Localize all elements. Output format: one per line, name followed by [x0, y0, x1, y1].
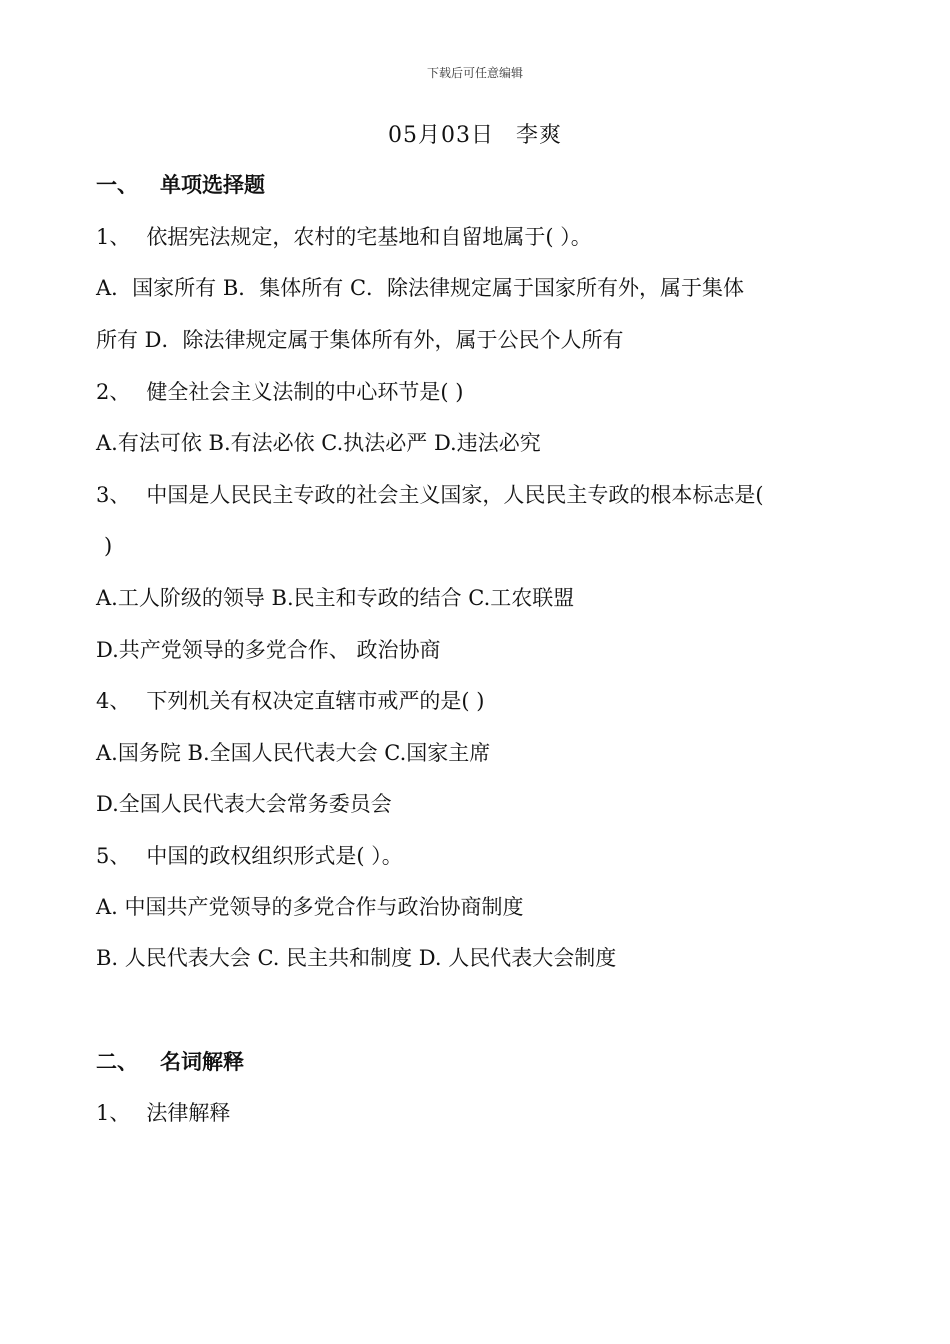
section-heading-choice: [96, 170, 265, 200]
question-1: [96, 222, 592, 252]
document-title: [0, 118, 950, 149]
question-text: 下列机关有权决定直辖市戒严的是( ): [146, 689, 485, 713]
question-text: 中国是人民民主专政的社会主义国家，人民民主专政的根本标志是(: [146, 483, 764, 507]
section-heading-terms: [96, 1047, 244, 1077]
question-2: [96, 377, 463, 407]
question-number: 3、: [96, 483, 131, 507]
title-date: 05月03日: [387, 123, 494, 148]
question-number: 1、: [96, 225, 131, 249]
question-1-options-line-1: A．国家所有 B．集体所有 C．除法律规定属于国家所有外，属于集体: [96, 276, 745, 300]
term-1: [96, 1098, 230, 1128]
question-text: 依据宪法规定，农村的宅基地和自留地属于( ）。: [146, 225, 592, 249]
section-number: 二、: [96, 1049, 138, 1074]
question-number: 2、: [96, 380, 131, 404]
section-label: 名词解释: [160, 1049, 244, 1074]
question-3-options-line-2: D.共产党领导的多党合作、 政治协商: [96, 638, 441, 662]
section-number: 一、: [96, 172, 138, 197]
question-3-options-line-1: A.工人阶级的领导 B.民主和专政的结合 C.工农联盟: [96, 586, 575, 610]
question-4: [96, 686, 484, 716]
question-number: 4、: [96, 689, 131, 713]
question-text: 健全社会主义法制的中心环节是( ): [146, 380, 464, 404]
question-2-options: A.有法可依 B.有法必依 C.执法必严 D.违法必究: [96, 431, 541, 455]
title-name: 李爽: [515, 123, 562, 148]
question-5-options-line-2: B. 人民代表大会 C. 民主共和制度 D. 人民代表大会制度: [96, 946, 617, 970]
question-text: 中国的政权组织形式是( ）。: [146, 844, 403, 868]
term-number: 1、: [96, 1101, 131, 1125]
section-label: 单项选择题: [160, 172, 265, 197]
header-note: 下载后可任意编辑: [426, 66, 523, 80]
term-text: 法律解释: [146, 1101, 231, 1125]
question-1-options-line-2: 所有 D．除法律规定属于集体所有外，属于公民个人所有: [96, 328, 624, 352]
question-5-options-line-1: A. 中国共产党领导的多党合作与政治协商制度: [96, 895, 524, 919]
question-4-options-line-1: A.国务院 B.全国人民代表大会 C.国家主席: [96, 741, 491, 765]
question-number: 5、: [96, 844, 131, 868]
question-3-continuation: ): [104, 534, 113, 558]
question-3: [96, 480, 764, 510]
question-5: [96, 841, 403, 871]
question-4-options-line-2: D.全国人民代表大会常务委员会: [96, 792, 392, 816]
